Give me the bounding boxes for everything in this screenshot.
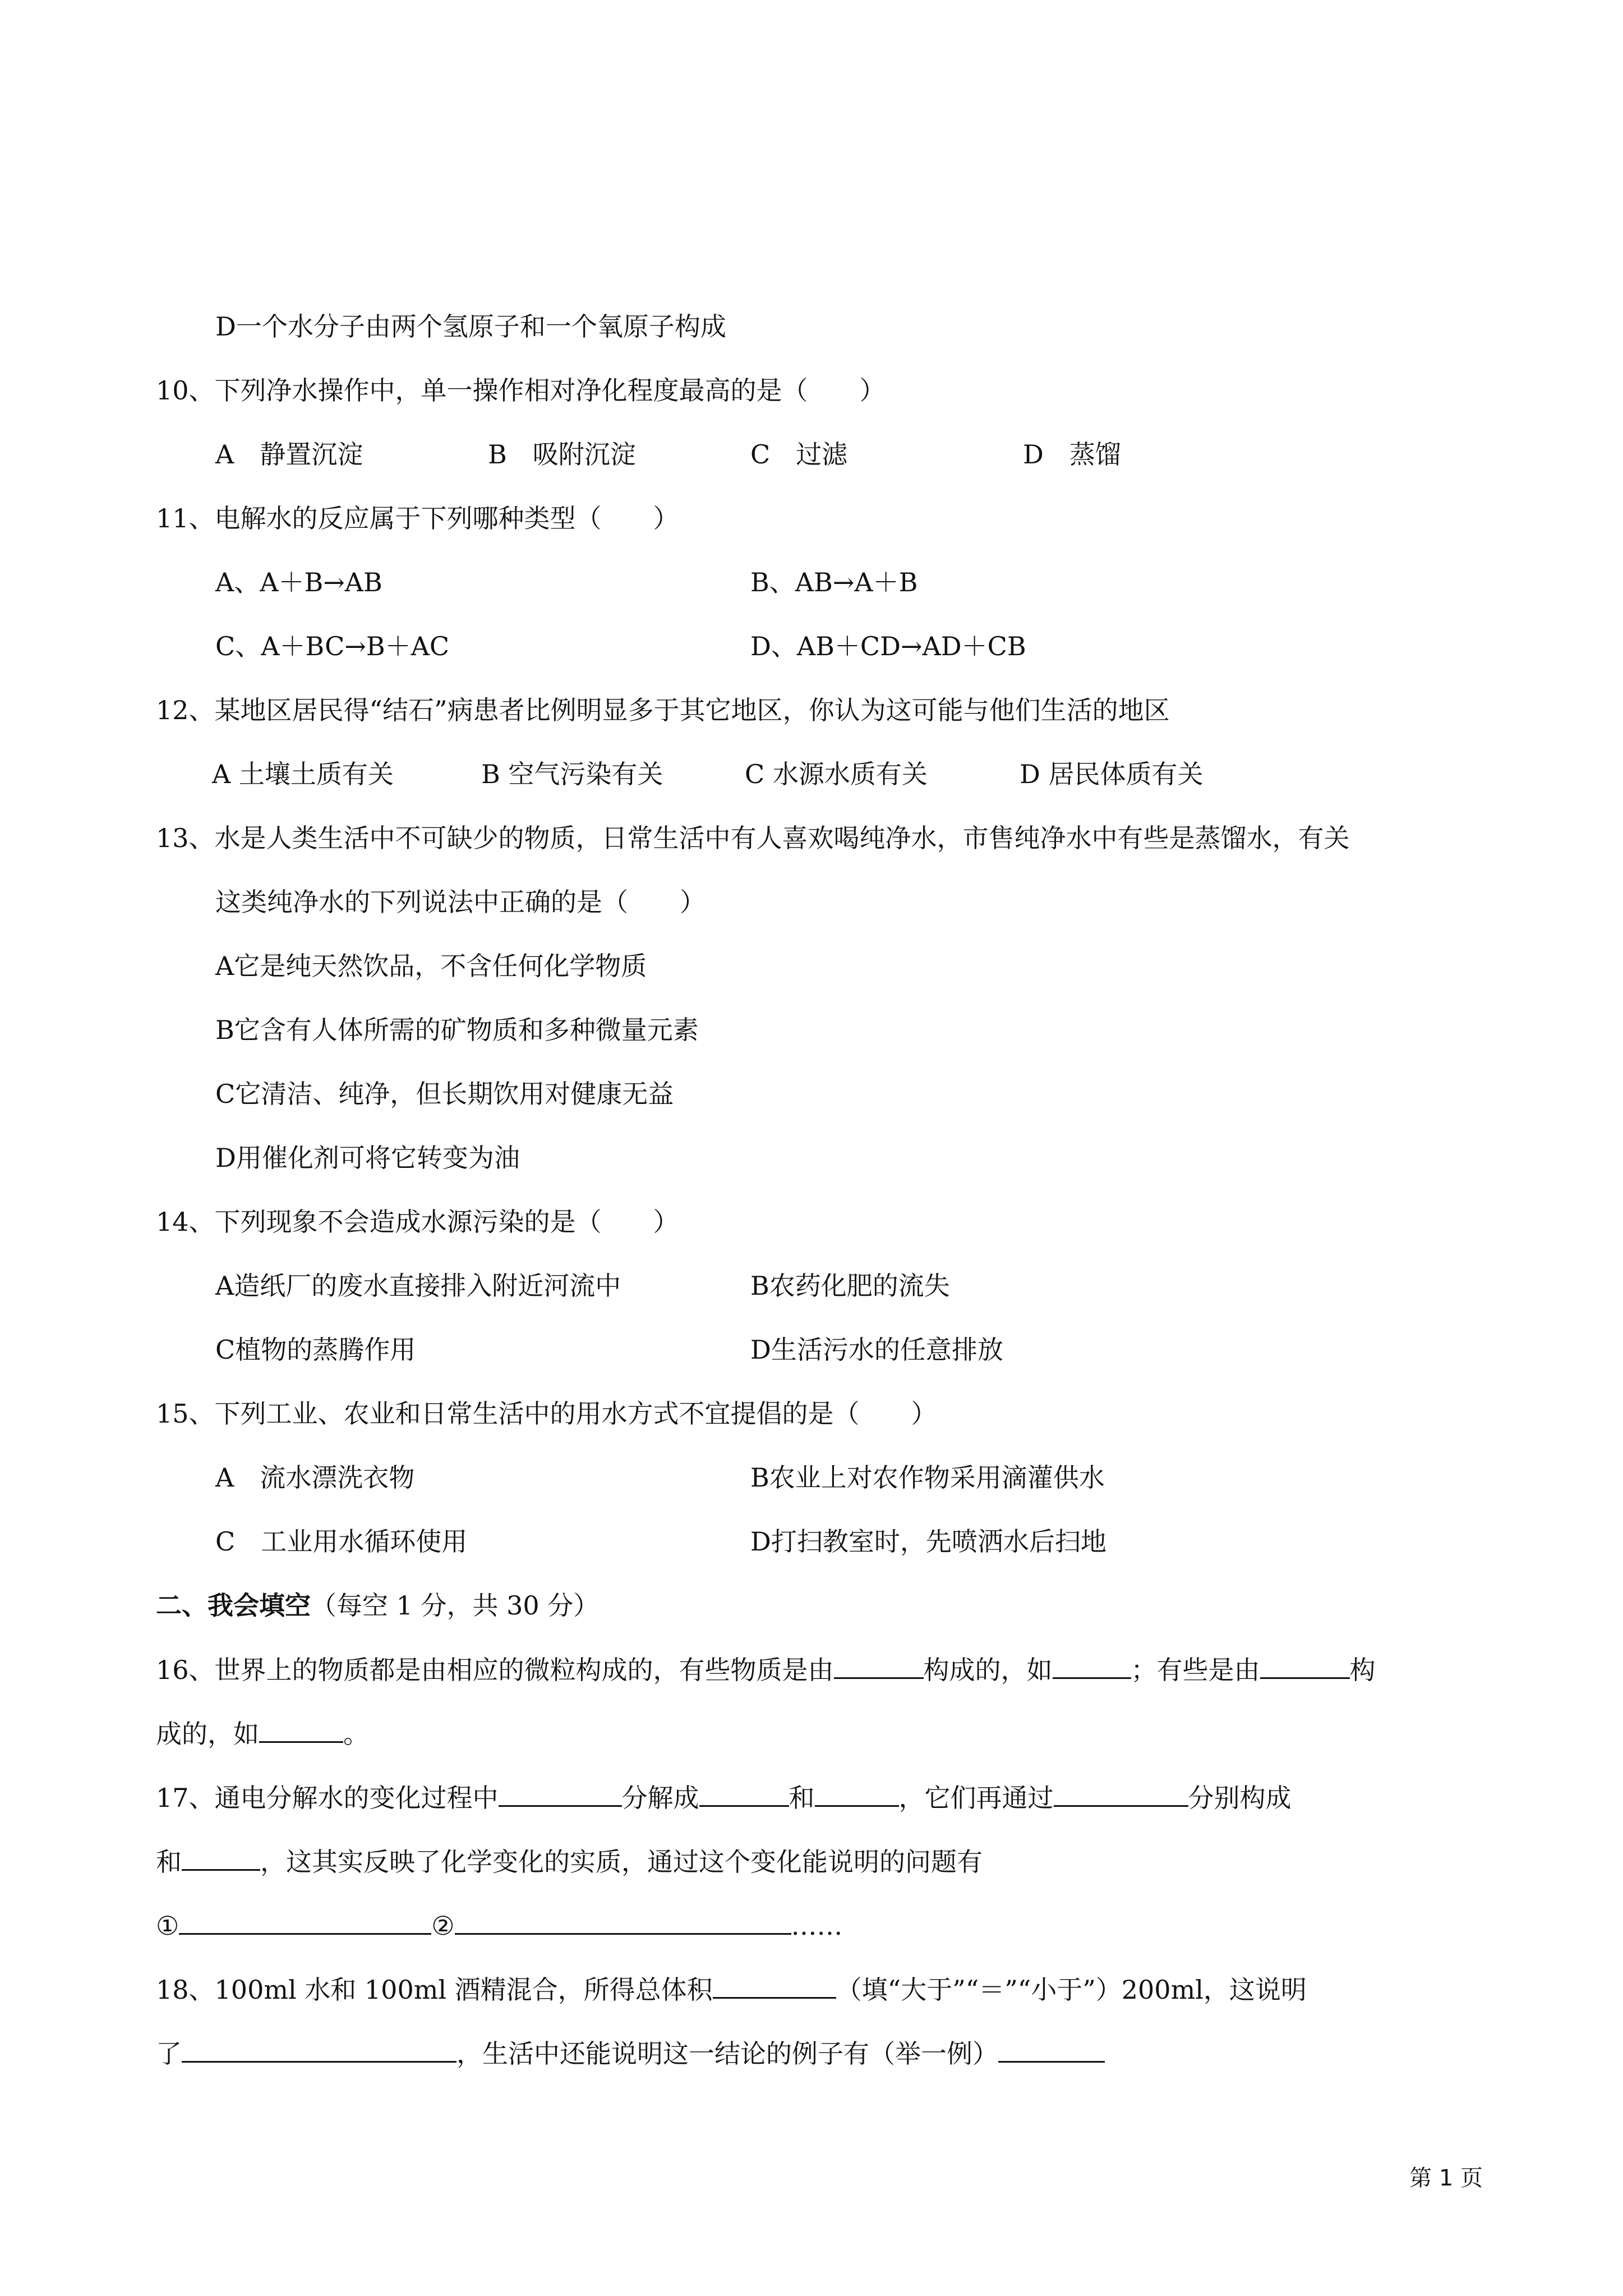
q15-option-d: D打扫教室时，先喷洒水后扫地	[750, 1526, 1106, 1557]
q14-option-d: D生活污水的任意排放	[750, 1335, 1003, 1365]
q18-text-4: ，生活中还能说明这一结论的例子有（举一例）	[457, 2039, 998, 2069]
q9-option-d: D一个水分子由两个氢原子和一个氧原子构成	[215, 311, 726, 342]
q15-stem: 15、下列工业、农业和日常生活中的用水方式不宜提倡的是（ ）	[156, 1398, 937, 1429]
q16-text-2: 构成的，如	[923, 1655, 1053, 1685]
section-title: 二、我会填空	[156, 1590, 311, 1621]
q15-option-b: B农业上对农作物采用滴灌供水	[750, 1462, 1105, 1493]
q11-option-c: C、A＋BC→B＋AC	[215, 631, 450, 661]
q12-option-d: D 居民体质有关	[1020, 759, 1204, 789]
page-number: 第 1 页	[1409, 2165, 1483, 2191]
q12-option-b: B 空气污染有关	[481, 759, 663, 789]
q14-option-a: A造纸厂的废水直接排入附近河流中	[215, 1271, 621, 1301]
q17-text-2: 分解成	[621, 1783, 699, 1813]
q16-blank-3[interactable]	[1260, 1653, 1350, 1679]
q16-text-5: 成的，如	[156, 1719, 259, 1749]
q17-blank-2[interactable]	[699, 1780, 789, 1807]
q18-line1	[156, 1972, 1307, 2007]
q13-stem-line2: 这类纯净水的下列说法中正确的是（ ）	[215, 887, 706, 917]
q14-stem: 14、下列现象不会造成水源污染的是（ ）	[156, 1207, 679, 1237]
q14-option-c: C植物的蒸腾作用	[215, 1335, 416, 1365]
q18-blank-1[interactable]	[713, 1972, 836, 1999]
q18-text-3: 了	[156, 2039, 182, 2069]
q16-blank-1[interactable]	[834, 1653, 924, 1679]
q17-text-3: 和	[789, 1783, 815, 1813]
q18-blank-2[interactable]	[182, 2036, 457, 2063]
section-scoring-note: （每空 1 分，共 30 分）	[311, 1590, 600, 1621]
q17-text-1: 17、通电分解水的变化过程中	[156, 1783, 499, 1813]
q13-option-a: A它是纯天然饮品，不含任何化学物质	[215, 951, 647, 981]
q10-option-d: D 蒸馏	[1023, 439, 1121, 470]
q17-blank-7[interactable]	[455, 1908, 791, 1935]
section-heading	[156, 1589, 599, 1622]
q15-option-a: A 流水漂洗衣物	[215, 1462, 415, 1493]
q16-blank-2[interactable]	[1053, 1653, 1131, 1679]
q16-text-1: 16、世界上的物质都是由相应的微粒构成的，有些物质是由	[156, 1655, 834, 1685]
q14-option-b: B农药化肥的流失	[750, 1271, 950, 1301]
q11-stem: 11、电解水的反应属于下列哪种类型（ ）	[156, 503, 679, 533]
q13-option-b: B它含有人体所需的矿物质和多种微量元素	[215, 1015, 699, 1045]
q17-blank-5[interactable]	[182, 1844, 260, 1871]
q17-line3	[156, 1908, 843, 1943]
q17-text-5: 分别构成	[1188, 1783, 1292, 1813]
q17-text-7: ，这其实反映了化学变化的实质，通过这个变化能说明的问题有	[260, 1847, 983, 1877]
q17-line1	[156, 1780, 1292, 1815]
q17-circle-1: ①	[156, 1911, 179, 1941]
q13-option-c: C它清洁、纯净，但长期饮用对健康无益	[215, 1079, 674, 1109]
q18-text-1: 18、100ml 水和 100ml 酒精混合，所得总体积	[156, 1975, 713, 2005]
q18-text-2: （填“大于”“＝”“小于”）200ml，这说明	[836, 1975, 1307, 2005]
q17-blank-6[interactable]	[179, 1908, 431, 1935]
q12-stem: 12、某地区居民得“结石”病患者比例明显多于其它地区，你认为这可能与他们生活的地区	[156, 695, 1170, 725]
q16-text-3: ；有些是由	[1131, 1655, 1260, 1685]
q16-line1	[156, 1653, 1376, 1687]
q17-text-6: 和	[156, 1847, 182, 1877]
q17-ellipsis: ……	[791, 1911, 843, 1941]
q17-line2	[156, 1844, 983, 1879]
q16-line2	[156, 1717, 369, 1751]
q13-option-d: D用催化剂可将它转变为油	[215, 1143, 520, 1173]
q17-circle-2: ②	[431, 1911, 455, 1941]
q12-option-c: C 水源水质有关	[745, 759, 928, 789]
q10-option-c: C 过滤	[750, 439, 848, 470]
q17-text-4: ，它们再通过	[898, 1783, 1054, 1813]
q17-blank-4[interactable]	[1054, 1780, 1188, 1807]
q18-blank-3[interactable]	[998, 2036, 1105, 2063]
q16-text-4: 构	[1349, 1655, 1376, 1685]
q11-option-b: B、AB→A＋B	[750, 567, 918, 597]
q10-option-b: B 吸附沉淀	[488, 439, 636, 470]
q17-blank-1[interactable]	[499, 1780, 622, 1807]
q17-blank-3[interactable]	[815, 1780, 899, 1807]
q10-stem: 10、下列净水操作中，单一操作相对净化程度最高的是（ ）	[156, 375, 886, 406]
q16-text-6: 。	[343, 1719, 369, 1749]
q11-option-a: A、A＋B→AB	[215, 567, 382, 597]
q13-stem-line1: 13、水是人类生活中不可缺少的物质，日常生活中有人喜欢喝纯净水，市售纯净水中有些是蒸馏水，有关	[156, 823, 1350, 853]
q16-blank-4[interactable]	[259, 1717, 343, 1743]
q15-option-c: C 工业用水循环使用	[215, 1526, 468, 1557]
q10-option-a: A 静置沉淀	[215, 439, 363, 470]
q12-option-a: A 土壤土质有关	[212, 759, 394, 789]
q11-option-d: D、AB＋CD→AD＋CB	[750, 631, 1026, 661]
q18-line2	[156, 2036, 1105, 2070]
